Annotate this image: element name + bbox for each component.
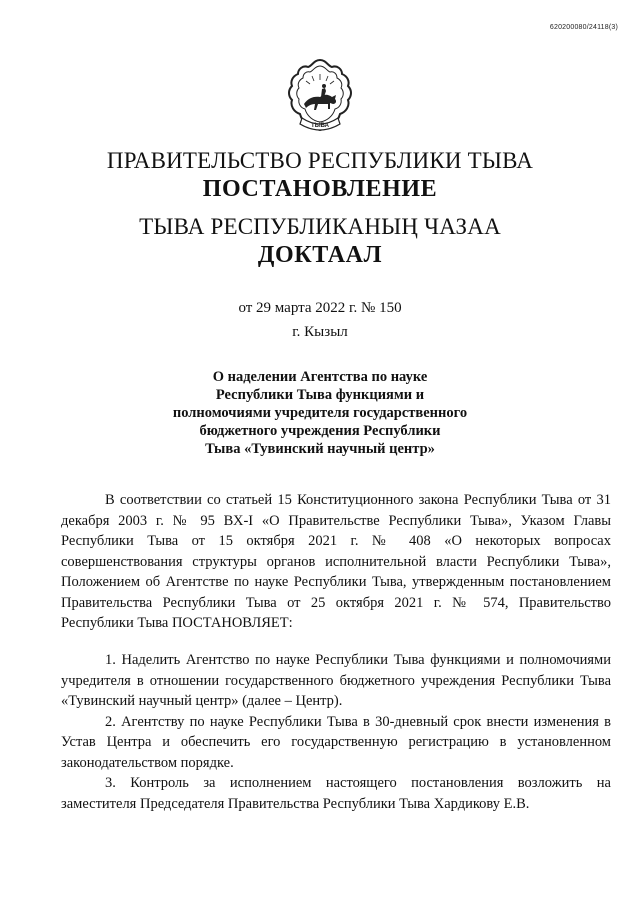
preamble-paragraph: В соответствии со статьей 15 Конституционного закона Республики Тыва от 31 декабря 2003 г. № 95 ВХ-I «О Правительстве Республики Тыва», Указом Главы Республики Тыва от 15 октября 2021 г. № 408 «О некоторых вопросах совершенствования структуры органов исполнительной власти Республики Тыва», Положением об Агентстве по науке Республики Тыва, утвержденным постановлением Правительства Республики Тыва от 25 октября 2021 г. № 574, Правительство Республики Тыва ПОСТАНОВЛЯЕТ: (61, 492, 611, 631)
tyva-coat-of-arms-icon (284, 56, 356, 142)
decree-title-line: полномочиями учредителя государственного (172, 405, 468, 421)
decree-title-line: бюджетного учреждения Республики (199, 423, 441, 439)
decree-items (61, 650, 611, 814)
decree-heading: ПОСТАНОВЛЕНИЕ (202, 176, 438, 202)
decree-title-line: Республики Тыва функциями и (215, 387, 425, 403)
government-heading-tyvan: ТЫВА РЕСПУБЛИКАНЫҢ ЧАЗАА (139, 214, 501, 239)
decree-item-2: 2. Агентству по науке Республики Тыва в 30-дневный срок внести изменения в Устав Центра и обеспечить его государственную регистрацию в установленном законодательством порядке. (61, 713, 611, 771)
decree-item-1: 1. Наделить Агентство по науке Республики Тыва функциями и полномочиями учредителя в отношении государственного бюджетного учреждения Республики Тыва «Тувинский научный центр» (далее – Центр). (61, 652, 611, 709)
decree-heading-tyvan: ДОКТААЛ (257, 242, 383, 268)
decree-city: г. Кызыл (292, 324, 348, 340)
decree-title-line: О наделении Агентства по науке (212, 369, 428, 385)
decree-title-line: Тыва «Тувинский научный центр» (205, 441, 435, 457)
decree-date-number: от 29 марта 2022 г. № 150 (238, 300, 402, 316)
decree-title (140, 368, 500, 458)
svg-text:ТЫВА: ТЫВА (311, 123, 329, 129)
decree-item-3: 3. Контроль за исполнением настоящего постановления возложить на заместителя Председателя Правительства Республики Тыва Хардикову Е.В. (61, 775, 611, 812)
preamble-block (61, 490, 611, 634)
government-heading: ПРАВИТЕЛЬСТВО РЕСПУБЛИКИ ТЫВА (106, 148, 534, 173)
document-id: 620200080/24118(3) (549, 24, 618, 31)
